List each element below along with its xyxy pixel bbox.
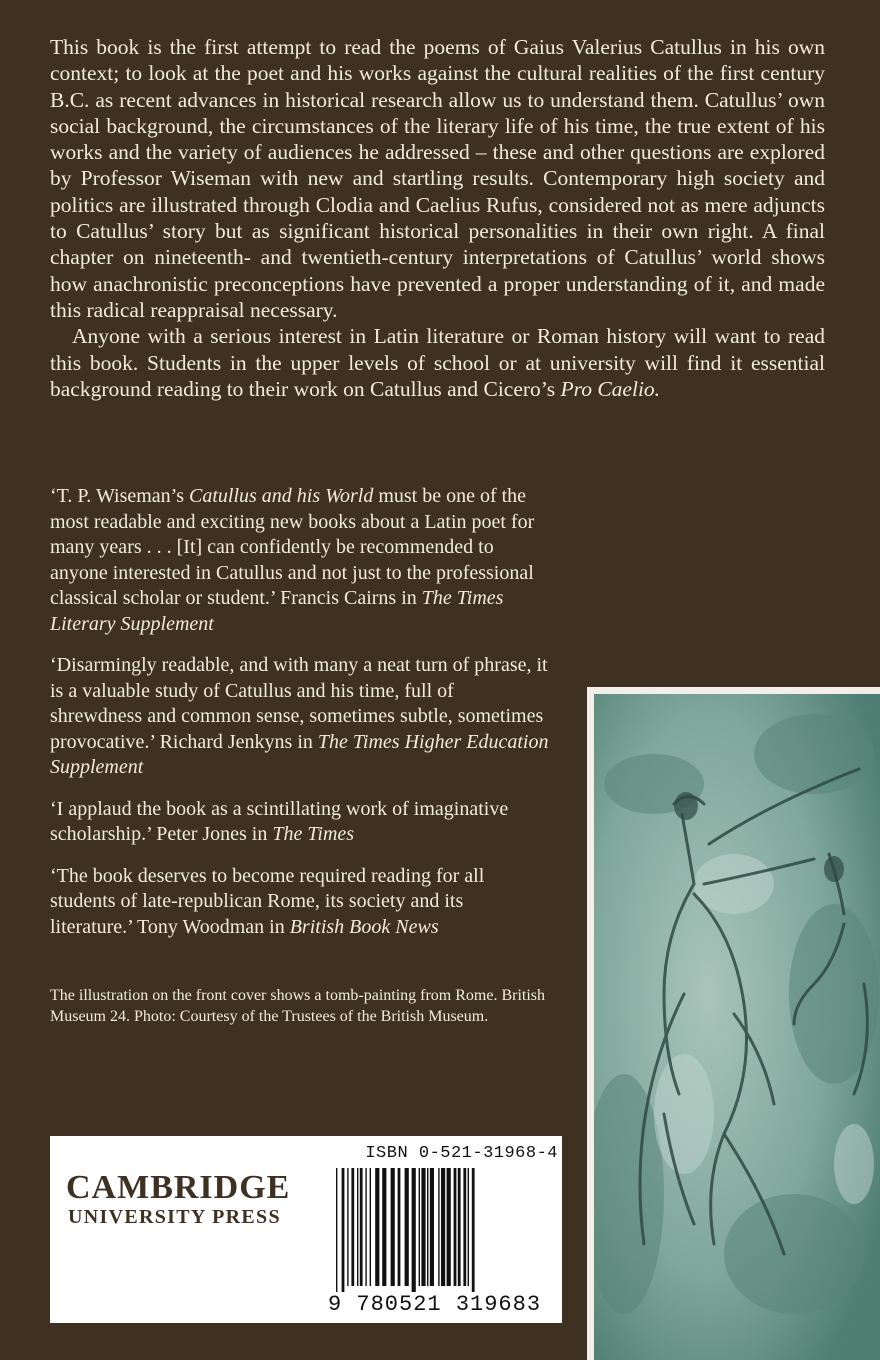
barcode-bar: [419, 1168, 420, 1286]
barcode-bar: [382, 1168, 386, 1286]
barcode-bar: [468, 1168, 469, 1286]
barcode-bar: [472, 1168, 475, 1292]
barcode-bar: [463, 1168, 466, 1286]
pro-caelio-title: Pro Caelio.: [560, 376, 661, 401]
barcode-bar: [421, 1168, 425, 1286]
barcode-bar: [412, 1168, 416, 1292]
tomb-painting-image: [587, 687, 880, 1360]
barcode-bar: [447, 1168, 451, 1286]
barcode-panel: [50, 1136, 562, 1323]
review-quote-jenkyns: [50, 653, 550, 781]
review-quote-cairns: [50, 484, 550, 637]
barcode-bar: [398, 1168, 401, 1286]
ean-number: 9 780521 319683: [328, 1292, 542, 1317]
publisher-name-line1: CAMBRIDGE: [66, 1169, 291, 1206]
barcode-bar: [357, 1168, 358, 1286]
barcode-bar: [430, 1168, 434, 1286]
publisher-logo: [66, 1170, 290, 1228]
barcode-bar: [458, 1168, 461, 1286]
tomb-painting-illustration: [594, 694, 880, 1360]
review-quote-text: ‘I applaud the book as a scintillating work of imaginative scholarship.’ Peter Jones in: [50, 797, 509, 845]
description-paragraph-1: This book is the first attempt to read the poems of Gaius Valerius Catullus in his own context; to look at the poet and his works against the cultural realities of the first century B.C. as recent advances in historical research allow us to understand them. Catullus’ own social background, the circumstances of the literary life of his time, the true extent of his works and the variety of audiences he addressed – these and other questions are explored by Professor Wiseman with new and startling results. Contemporary high society and politics are illustrated through Clodia and Caelius Rufus, considered not as mere adjuncts to Catullus’ story but as significant historical personalities in their own right. A final chapter on nineteenth- and twentieth-century interpretations of Catullus’ world shows how anachronistic preconceptions have prevented a proper understanding of it, and made this radical reappraisal necessary.: [50, 35, 825, 322]
barcode-bar: [347, 1168, 348, 1286]
barcode-bar: [405, 1168, 409, 1286]
barcode-image: [334, 1168, 558, 1292]
review-quotes: [50, 484, 550, 953]
description-paragraph-2: [50, 323, 825, 402]
barcode-bar: [370, 1168, 371, 1286]
review-quote-text: must be one of the most readable and exciting new books about a Latin poet for many years . . . [It] can confidently be recommended to anyone interested in Catullus and not just to the professional classical scholar or student.’ Francis Cairns in: [50, 485, 535, 609]
barcode-bar: [360, 1168, 363, 1286]
description-paragraph-2-text: Anyone with a serious interest in Latin literature or Roman history will want to read this book. Students in the upper levels of school or at university will find it essential background reading to their work on Catullus and Cicero’s: [50, 324, 825, 401]
publisher-name-line2: UNIVERSITY PRESS: [68, 1206, 281, 1228]
review-source: British Book News: [289, 915, 439, 938]
barcode-bar: [342, 1168, 345, 1292]
book-title: Catullus and his World: [189, 485, 374, 507]
review-quote-jones: [50, 797, 550, 848]
barcode-bar: [365, 1168, 366, 1286]
barcode-bar: [336, 1168, 337, 1292]
barcode-bar: [454, 1168, 457, 1286]
barcode-bar: [351, 1168, 354, 1286]
cover-illustration-caption: The illustration on the front cover shows a tomb-painting from Rome. British Museum 24. Photo: Courtesy of the Trustees of the British Museum.: [50, 987, 546, 1025]
barcode-bar: [375, 1168, 379, 1286]
review-quote-text: ‘The book deserves to become required reading for all students of late-republican Rome, its society and its literature.’ Tony Woodman in: [50, 864, 485, 938]
barcode-bar: [441, 1168, 445, 1286]
barcode-bar: [438, 1168, 439, 1286]
isbn-number: ISBN 0-521-31968-4: [365, 1144, 558, 1163]
review-source: The Times Higher Education Supplement: [50, 730, 549, 778]
review-quote-text: ‘Disarmingly readable, and with many a neat turn of phrase, it is a valuable study of Catullus and his time, full of shrewdness and common sense, sometimes subtle, sometimes provocative.’ Richard Jenkyns in: [50, 654, 548, 753]
review-quote-woodman: [50, 864, 550, 941]
review-source: The Times Literary Supplement: [50, 587, 504, 635]
barcode-bar: [391, 1168, 395, 1286]
review-quote-text: ‘T. P. Wiseman’s: [50, 485, 190, 507]
barcode-bar: [427, 1168, 428, 1286]
review-source: The Times: [272, 823, 355, 845]
book-description: [50, 34, 825, 402]
